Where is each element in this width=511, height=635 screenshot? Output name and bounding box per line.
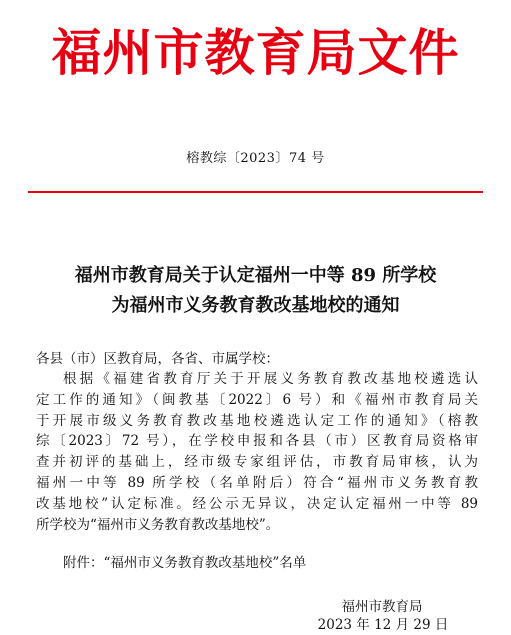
body-line: 改基地校”认定标准。经公示无异议，决定认定福州一中等 89 xyxy=(36,495,478,512)
notice-title xyxy=(0,261,511,321)
notice-title-line-2: 为福州市义务教育教改基地校的通知 xyxy=(111,295,400,316)
attachment-note: 附件：“福州市义务教育教改基地校”名单 xyxy=(63,555,307,571)
document-number: 榕教综〔2023〕74 号 xyxy=(186,151,325,166)
body-line: 查并初评的基础上，经市级专家组评估，市教育局审核，认为 xyxy=(36,454,478,471)
body-line: 福州一中等 89 所学校（名单附后）符合“福州市义务教育教 xyxy=(36,474,478,491)
notice-title-line-1: 福州市教育局关于认定福州一中等 89 所学校 xyxy=(74,265,437,286)
body-line: 于开展市级义务教育教改基地校遴选认定工作的通知》（榕教 xyxy=(36,412,478,429)
body-line: 综〔2023〕72 号），在学校申报和各县（市）区教育局资格审 xyxy=(36,433,478,450)
body-line: 所学校为“福州市义务教育教改基地校”。 xyxy=(36,516,280,533)
issue-date: 2023 年 12 月 29 日 xyxy=(317,617,449,633)
issuing-organization: 福州市教育局 xyxy=(341,599,423,615)
header-divider xyxy=(28,191,483,193)
body-line: 定工作的通知》（闽教基〔2022〕6 号）和《福州市教育局关 xyxy=(36,391,478,408)
body-line: 根据《福建省教育厅关于开展义务教育教改基地校遴选认 xyxy=(63,371,478,387)
document-header-title: 福州市教育局文件 xyxy=(51,23,460,82)
recipient-line: 各县（市）区教育局，各省、市属学校： xyxy=(36,351,279,367)
body-paragraph xyxy=(36,369,478,535)
